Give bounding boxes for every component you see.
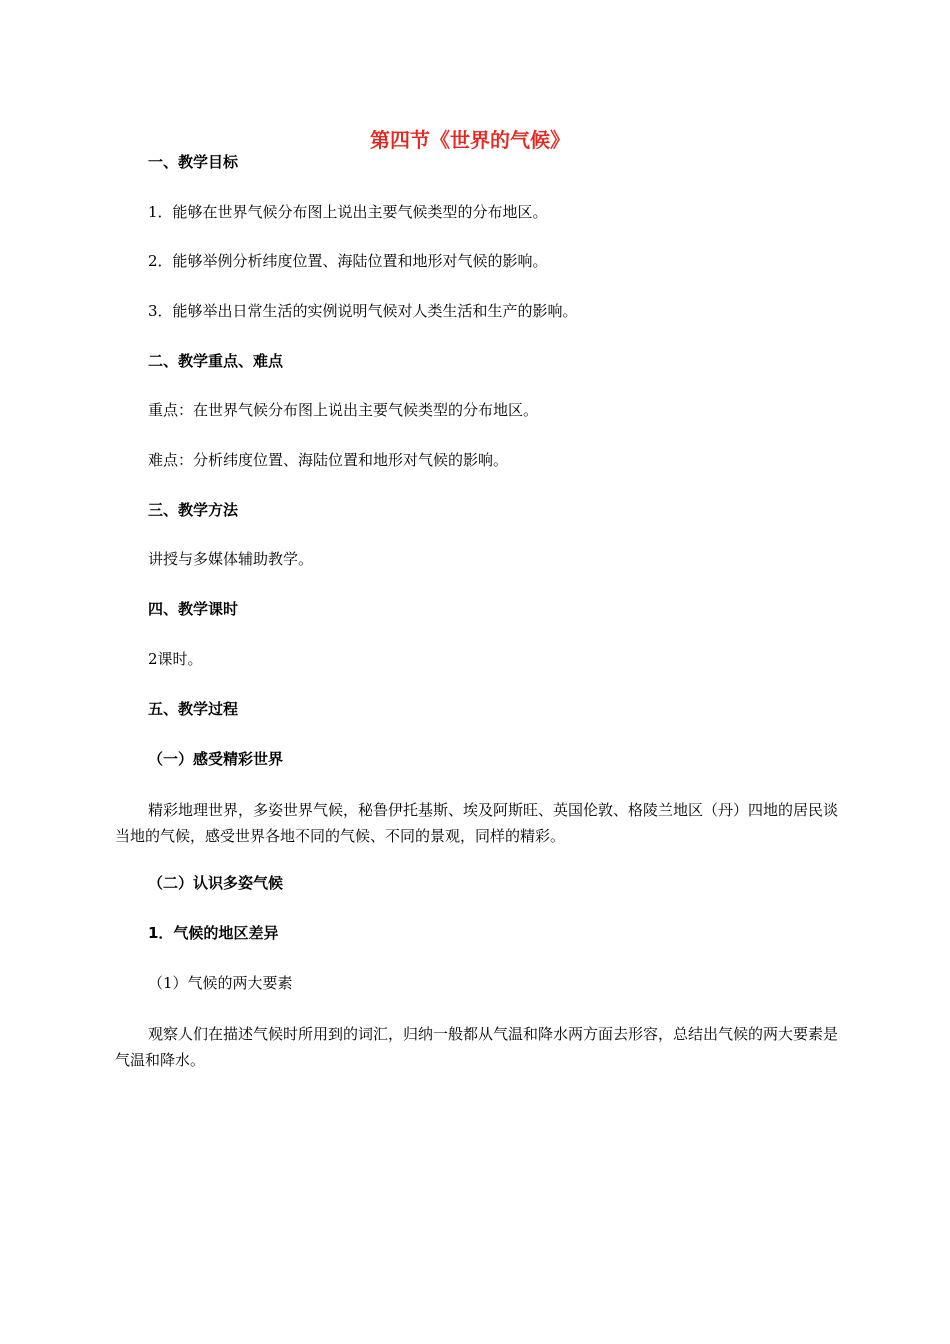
methods-text: 讲授与多媒体辅助教学。	[148, 550, 314, 568]
objective-item-3: 3．能够举出日常生活的实例说明气候对人类生活和生产的影响。	[148, 302, 578, 320]
objective-item-2: 2．能够举例分析纬度位置、海陆位置和地形对气候的影响。	[148, 252, 548, 270]
page-title: 第四节《世界的气候》	[370, 128, 570, 152]
key-point-text: 重点：在世界气候分布图上说出主要气候类型的分布地区。	[148, 401, 539, 419]
objective-item-1: 1．能够在世界气候分布图上说出主要气候类型的分布地区。	[148, 203, 548, 221]
difficult-point-text: 难点：分析纬度位置、海陆位置和地形对气候的影响。	[148, 451, 509, 469]
sub-item-two-elements: （1）气候的两大要素	[148, 974, 293, 992]
subsection-heading-1: （一）感受精彩世界	[148, 750, 284, 768]
section-heading-methods: 三、教学方法	[148, 501, 239, 519]
two-elements-paragraph: 观察人们在描述气候时所用到的词汇，归纳一般都从气温和降水两方面去形容，总结出气候的两大要素是气温和降水。	[115, 1025, 839, 1069]
subsection-1-paragraph: 精彩地理世界，多姿世界气候，秘鲁伊托基斯、埃及阿斯旺、英国伦敦、格陵兰地区（丹）四地的居民谈当地的气候，感受世界各地不同的气候、不同的景观，同样的精彩。	[115, 801, 839, 845]
section-heading-process: 五、教学过程	[148, 700, 239, 718]
section-heading-key-points: 二、教学重点、难点	[148, 352, 284, 370]
item-heading-regional-differences: 1．气候的地区差异	[148, 924, 279, 942]
class-hours-text: 2课时。	[148, 650, 203, 668]
section-heading-objectives: 一、教学目标	[148, 153, 239, 171]
subsection-heading-2: （二）认识多姿气候	[148, 874, 284, 892]
section-heading-class-hours: 四、教学课时	[148, 600, 239, 618]
